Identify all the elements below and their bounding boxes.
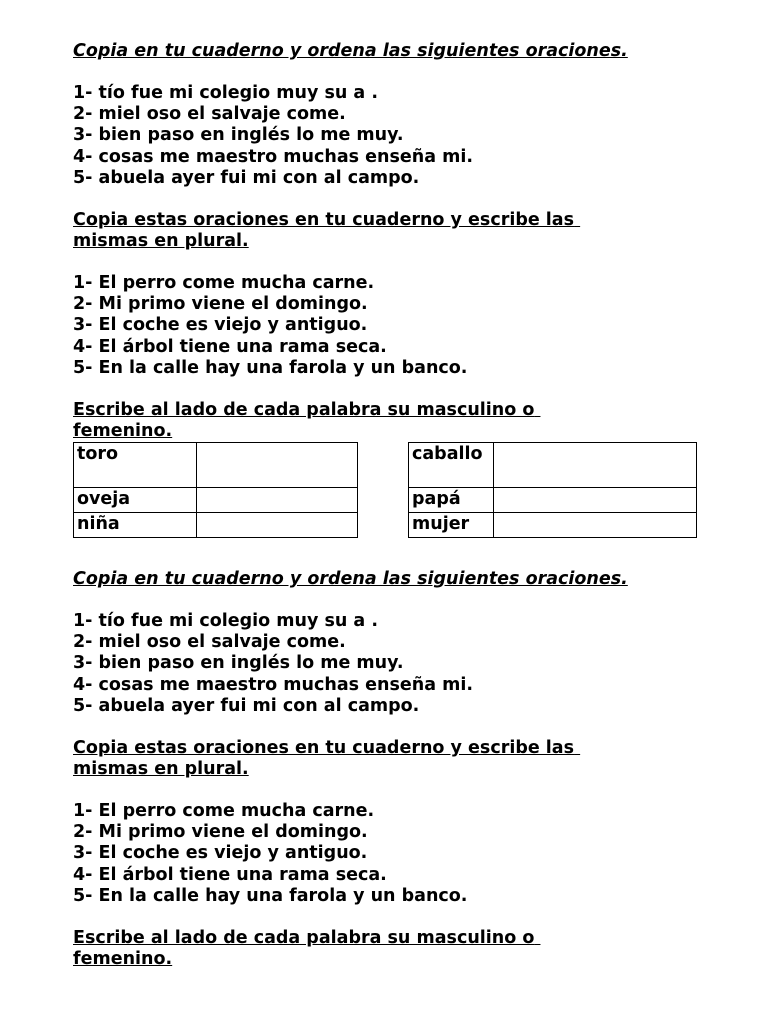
table-cell-word: toro (74, 443, 197, 488)
list-item: 5- En la calle hay una farola y un banco. (73, 357, 468, 378)
gender-tables (73, 442, 713, 548)
table-cell-word: mujer (409, 513, 494, 538)
sentence-list (73, 83, 713, 189)
gender-table-right (408, 442, 697, 538)
list-item: 3- bien paso en inglés lo me muy. (73, 125, 404, 146)
section-heading-plural: Copia estas oraciones en tu cuaderno y escribe las mismas en plural. (73, 738, 581, 780)
section-heading-gender: Escribe al lado de cada palabra su masculino o femenino. (73, 400, 541, 442)
table-cell-word: papá (409, 488, 494, 513)
answer-cell[interactable] (197, 443, 358, 488)
list-item: 4- cosas me maestro muchas enseña mi. (73, 674, 473, 695)
section-heading-order-sentences: Copia en tu cuaderno y ordena las siguientes oraciones. (73, 569, 628, 590)
sentence-list (73, 273, 713, 379)
worksheet (73, 41, 713, 970)
answer-cell[interactable] (197, 488, 358, 513)
sentence-list (73, 611, 713, 717)
list-item: 2- miel oso el salvaje come. (73, 632, 346, 653)
list-item: 5- En la calle hay una farola y un banco. (73, 885, 468, 906)
section-heading-order-sentences: Copia en tu cuaderno y ordena las siguientes oraciones. (73, 41, 628, 61)
list-item: 3- El coche es viejo y antiguo. (73, 843, 368, 864)
list-item: 1- El perro come mucha carne. (73, 801, 375, 822)
answer-cell[interactable] (494, 488, 697, 513)
list-item: 2- Mi primo viene el domingo. (73, 822, 368, 843)
list-item: 5- abuela ayer fui mi con al campo. (73, 167, 420, 188)
list-item: 1- tío fue mi colegio muy su a . (73, 611, 378, 632)
list-item: 1- El perro come mucha carne. (73, 273, 375, 294)
list-item: 4- El árbol tiene una rama seca. (73, 336, 387, 357)
list-item: 3- bien paso en inglés lo me muy. (73, 653, 404, 674)
section-heading-plural: Copia estas oraciones en tu cuaderno y escribe las mismas en plural. (73, 210, 581, 252)
list-item: 2- Mi primo viene el domingo. (73, 294, 368, 315)
list-item: 1- tío fue mi colegio muy su a . (73, 83, 378, 103)
sentence-list (73, 801, 713, 907)
list-item: 5- abuela ayer fui mi con al campo. (73, 695, 420, 716)
table-cell-word: niña (74, 513, 197, 538)
list-item: 4- cosas me maestro muchas enseña mi. (73, 146, 473, 167)
list-item: 4- El árbol tiene una rama seca. (73, 864, 387, 885)
answer-cell[interactable] (494, 443, 697, 488)
table-cell-word: caballo (409, 443, 494, 488)
answer-cell[interactable] (494, 513, 697, 538)
answer-cell[interactable] (197, 513, 358, 538)
gender-table-left (73, 442, 358, 538)
list-item: 3- El coche es viejo y antiguo. (73, 315, 368, 336)
table-cell-word: oveja (74, 488, 197, 513)
list-item: 2- miel oso el salvaje come. (73, 104, 346, 125)
section-heading-gender: Escribe al lado de cada palabra su masculino o femenino. (73, 928, 541, 970)
